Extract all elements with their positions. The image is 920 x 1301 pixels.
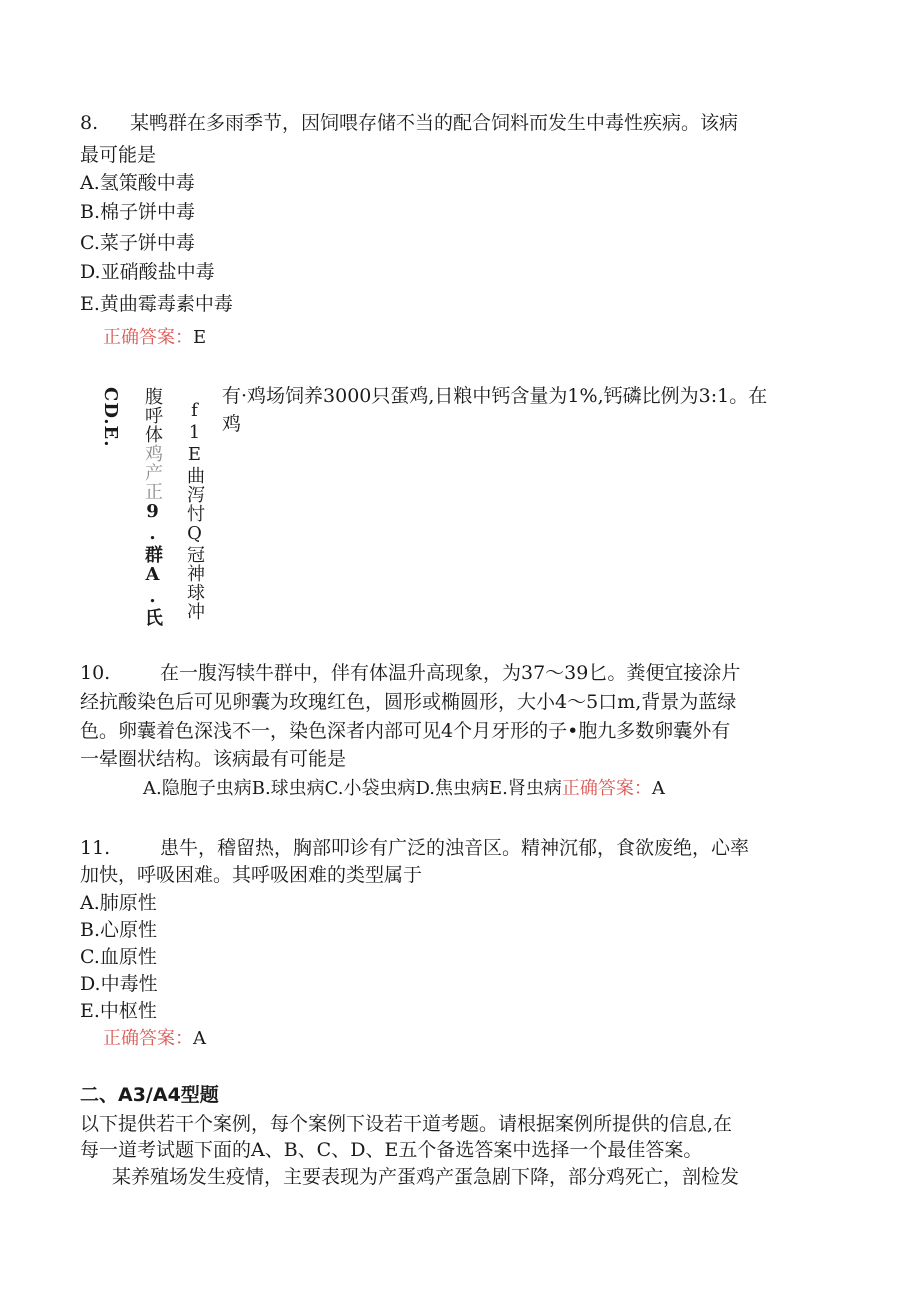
question-stem: 最可能是 xyxy=(80,144,157,166)
question-stem: 色。卵囊着色深浅不一，染色深者内部可见4个月牙形的子•胞九多数卵囊外有 xyxy=(80,720,731,742)
question-stem: 有·鸡场饲养3000只蛋鸡,日粮中钙含量为1%,钙磷比例为3:1。在 xyxy=(222,385,768,407)
vertical-text-column: f1E曲泻忖Q冠神球冲 xyxy=(184,400,205,621)
question-stem: 一晕圈状结构。该病最有可能是 xyxy=(80,748,347,770)
answer-line xyxy=(103,325,206,351)
question-stem: 某鸭群在多雨季节，因饲喂存储不当的配合饲料而发生中毒性疾病。该病 xyxy=(130,112,739,134)
options-line xyxy=(143,776,665,802)
section-instructions: 每一道考试题下面的A、B、C、D、E五个备选答案中选择一个最佳答案。 xyxy=(80,1139,703,1161)
options-inline: A.隐胞子虫病B.球虫病C.小袋虫病D.焦虫病E.肾虫病 xyxy=(143,778,562,799)
answer-label: 正确答案： xyxy=(561,778,652,799)
question-stem: 在一腹泻犊牛群中，伴有体温升高现象，为37～39匕。粪便宜接涂片 xyxy=(160,662,741,684)
option-a: A.氢策酸中毒 xyxy=(80,172,195,194)
section-heading: 二、A3/A4型题 xyxy=(80,1084,219,1106)
question-number: 11. xyxy=(80,837,111,859)
question-number: 10. xyxy=(80,662,111,684)
answer-line xyxy=(103,1026,206,1052)
answer-label: 正确答案： xyxy=(103,327,193,348)
question-stem: 经抗酸染色后可见卵囊为玫瑰红色，圆形或椭圆形，大小4～5口m,背景为蓝绿 xyxy=(80,691,737,713)
option-b: B.心原性 xyxy=(80,919,158,941)
option-e: E.黄曲霉毒素中毒 xyxy=(80,293,233,315)
case-text: 某养殖场发生疫情，主要表现为产蛋鸡产蛋急剧下降，部分鸡死亡，剖检发 xyxy=(112,1166,740,1188)
answer-value: E xyxy=(193,327,207,348)
question-stem: 加快，呼吸困难。其呼吸困难的类型属于 xyxy=(80,864,423,886)
answer-label: 正确答案： xyxy=(103,1028,193,1049)
answer-value: A xyxy=(193,1028,206,1049)
option-c: C.菜子饼中毒 xyxy=(80,232,195,254)
option-d: D.中毒性 xyxy=(80,973,158,995)
vertical-text-column: CD.E. xyxy=(100,387,121,448)
answer-value: A xyxy=(651,778,665,799)
option-a: A.肺原性 xyxy=(80,892,157,914)
section-instructions: 以下提供若干个案例，每个案例下设若干道考题。请根据案例所提供的信息,在 xyxy=(80,1113,733,1135)
vertical-text-column: 腹呼体鸡产正9.群A.氏 xyxy=(142,387,163,627)
question-stem: 患牛，稽留热，胸部叩诊有广泛的浊音区。精神沉郁，食欲废绝，心率 xyxy=(160,837,750,859)
option-c: C.血原性 xyxy=(80,946,157,968)
option-e: E.中枢性 xyxy=(80,1000,157,1022)
option-b: B.棉子饼中毒 xyxy=(80,201,196,223)
question-number: 8. xyxy=(80,112,99,134)
question-stem: 鸡 xyxy=(222,413,242,435)
option-d: D.亚硝酸盐中毒 xyxy=(80,261,215,283)
